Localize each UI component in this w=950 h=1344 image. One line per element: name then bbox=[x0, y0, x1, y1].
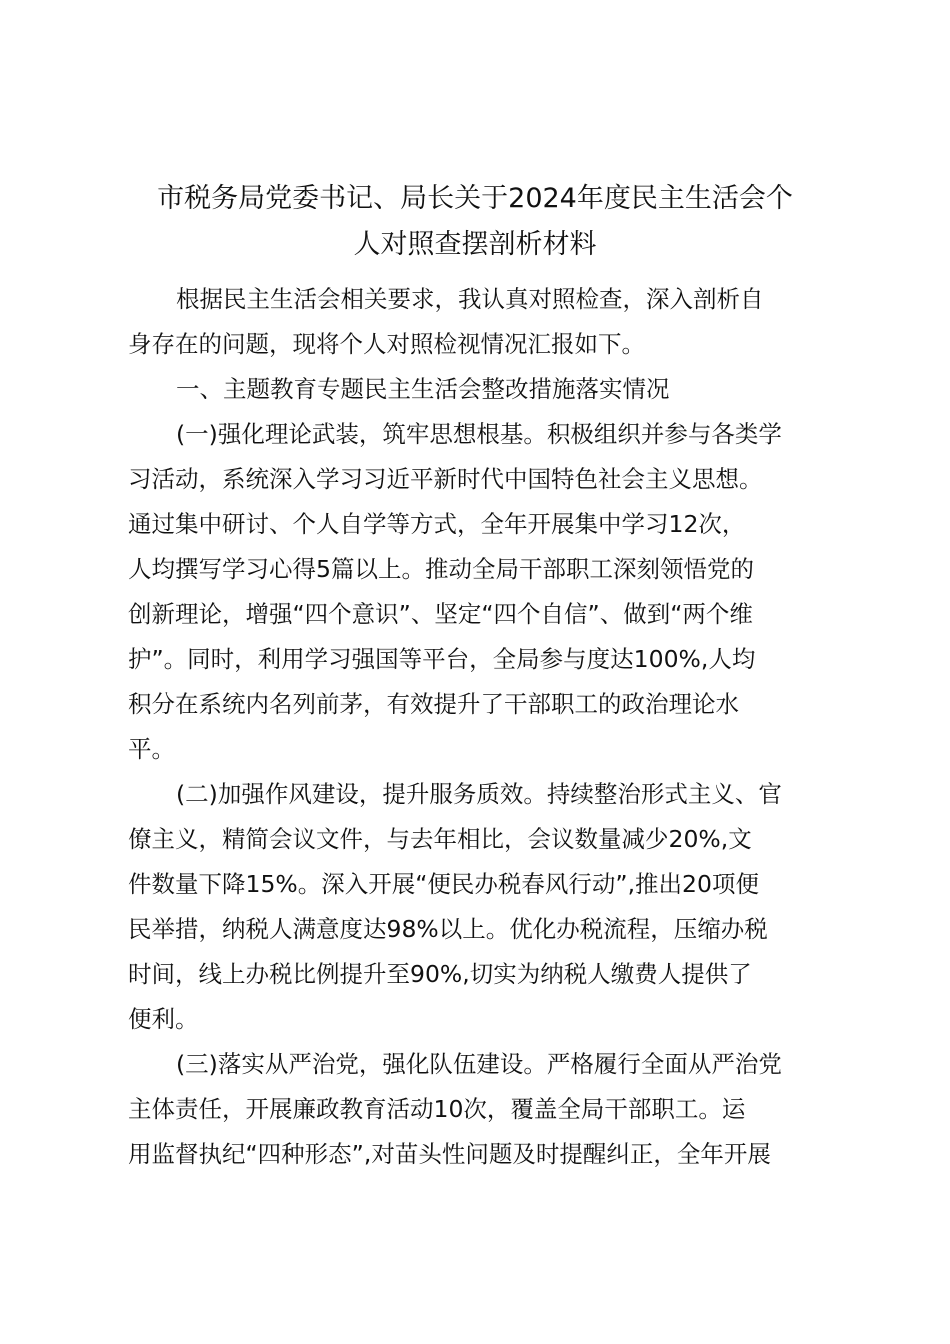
para-3-line-3: 用监督执纪“四种形态”,对苗头性问题及时提醒纠正，全年开展 bbox=[128, 1140, 771, 1168]
paragraph-3 bbox=[128, 1042, 828, 1177]
document-body bbox=[128, 277, 828, 1177]
intro-line-2: 身存在的问题，现将个人对照检视情况汇报如下。 bbox=[128, 330, 645, 358]
para-2-line-1: (二)加强作风建设，提升服务质效。持续整治形式主义、官 bbox=[176, 780, 782, 808]
para-3-line-1: (三)落实从严治党，强化队伍建设。严格履行全面从严治党 bbox=[176, 1050, 782, 1078]
intro-paragraph bbox=[128, 277, 828, 367]
para-1-line-5: 创新理论，增强“四个意识”、坚定“四个自信”、做到“两个维 bbox=[128, 600, 753, 628]
paragraph-1 bbox=[128, 412, 828, 772]
para-2-line-4: 民举措，纳税人满意度达98%以上。优化办税流程，压缩办税 bbox=[128, 915, 768, 943]
para-3-line-2: 主体责任，开展廉政教育活动10次，覆盖全局干部职工。运 bbox=[128, 1095, 746, 1123]
title-line-2: 人对照查摆剖析材料 bbox=[353, 229, 597, 260]
para-2-line-6: 便利。 bbox=[128, 1005, 199, 1033]
section-1-heading-text: 一、主题教育专题民主生活会整改措施落实情况 bbox=[176, 375, 670, 403]
intro-line-1: 根据民主生活会相关要求，我认真对照检查，深入剖析自 bbox=[176, 285, 764, 313]
para-1-line-3: 通过集中研讨、个人自学等方式，全年开展集中学习12次， bbox=[128, 510, 746, 538]
para-1-line-7: 积分在系统内名列前茅，有效提升了干部职工的政治理论水 bbox=[128, 690, 739, 718]
para-2-line-2: 僚主义，精简会议文件，与去年相比，会议数量减少20%,文 bbox=[128, 825, 752, 853]
para-2-line-5: 时间，线上办税比例提升至90%,切实为纳税人缴费人提供了 bbox=[128, 960, 752, 988]
para-2-line-3: 件数量下降15%。深入开展“便民办税春风行动”,推出20项便 bbox=[128, 870, 759, 898]
document-title bbox=[118, 176, 832, 268]
section-1-heading bbox=[128, 367, 828, 412]
para-1-line-2: 习活动，系统深入学习习近平新时代中国特色社会主义思想。 bbox=[128, 465, 763, 493]
paragraph-2 bbox=[128, 772, 828, 1042]
para-1-line-8: 平。 bbox=[128, 735, 175, 763]
para-1-line-6: 护”。同时，利用学习强国等平台，全局参与度达100%,人均 bbox=[128, 645, 756, 673]
para-1-line-1: (一)强化理论武装，筑牢思想根基。积极组织并参与各类学 bbox=[176, 420, 782, 448]
para-1-line-4: 人均撰写学习心得5篇以上。推动全局干部职工深刻领悟党的 bbox=[128, 555, 754, 583]
title-line-1: 市税务局党委书记、局长关于2024年度民主生活会个 bbox=[157, 183, 793, 214]
